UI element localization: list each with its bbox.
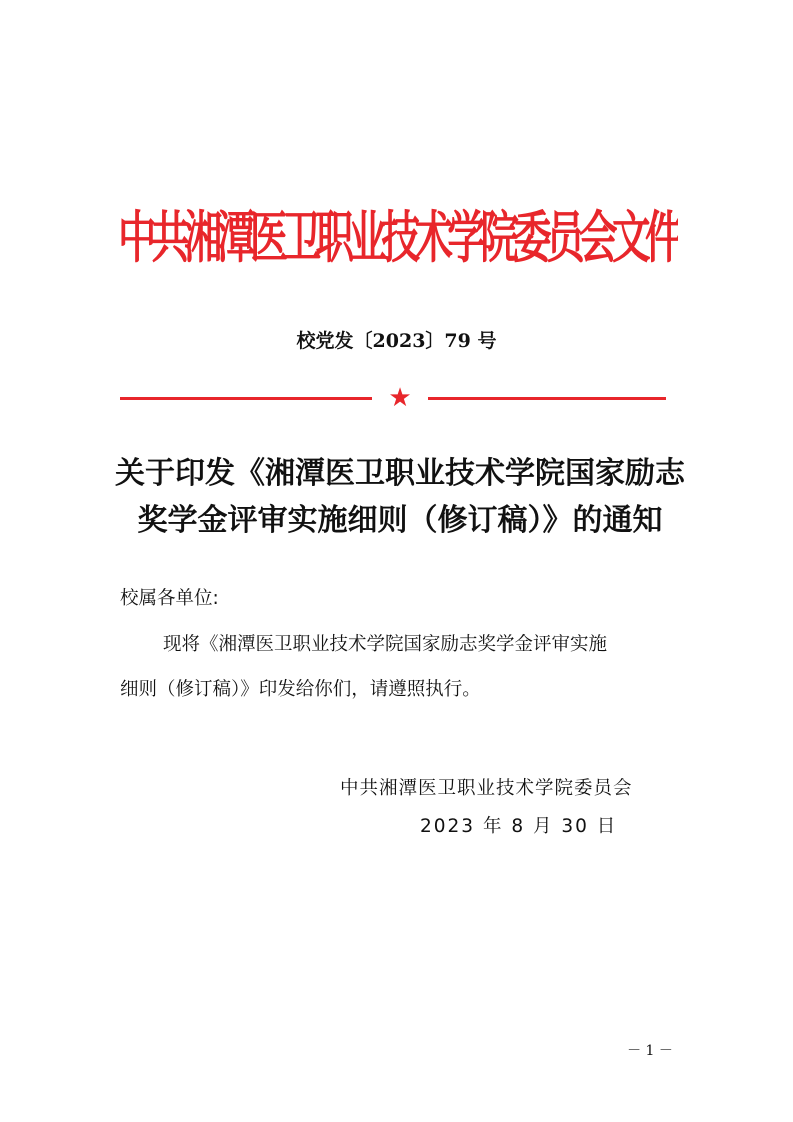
- body-paragraph-line-1: 现将《湘潭医卫职业技术学院国家励志奖学金评审实施: [163, 634, 608, 655]
- document-title: [100, 450, 700, 544]
- document-header-banner: 中共湘潭医卫职业技术学院委员会文件: [118, 205, 678, 271]
- document-title-line-2: 奖学金评审实施细则（修订稿）》的通知: [137, 503, 663, 538]
- header-divider-right: [428, 397, 666, 400]
- document-title-line-1: 关于印发《湘潭医卫职业技术学院国家励志: [115, 456, 685, 491]
- star-icon: ★: [388, 383, 412, 413]
- salutation: 校属各单位:: [120, 588, 219, 609]
- body-paragraph-line-2: 细则（修订稿）》印发给你们，请遵照执行。: [120, 679, 481, 700]
- page-number: － 1 －: [627, 1043, 673, 1059]
- document-number: 校党发〔2023〕79 号: [296, 330, 497, 352]
- signature-organization: 中共湘潭医卫职业技术学院委员会: [340, 778, 633, 799]
- header-divider-left: [120, 397, 372, 400]
- signature-date: 2023 年 8 月 30 日: [420, 816, 618, 837]
